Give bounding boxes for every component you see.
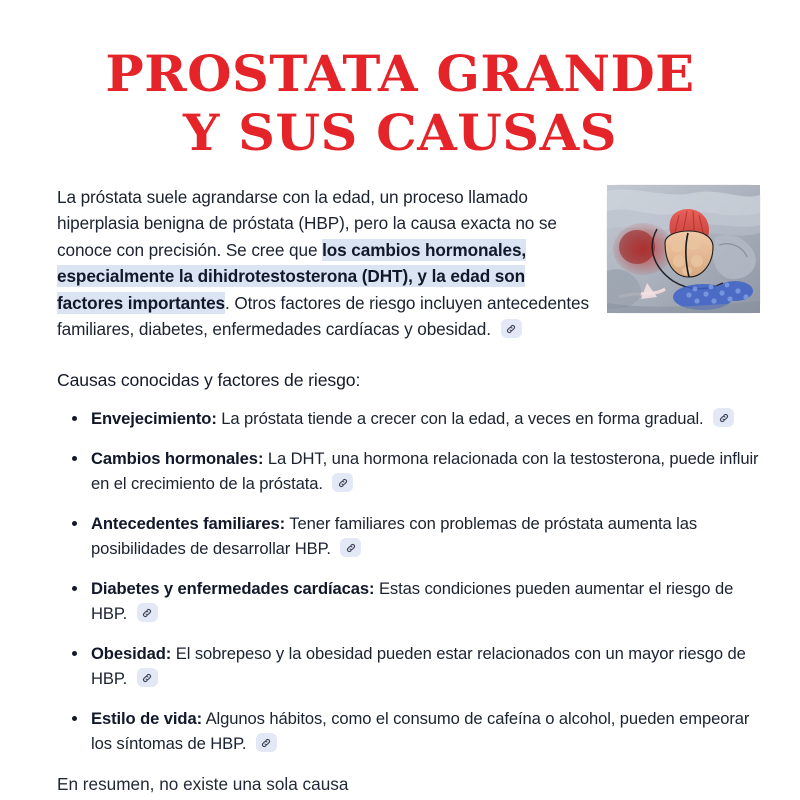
- list-item-term: Antecedentes familiares:: [91, 513, 286, 533]
- clipped-next-paragraph: En resumen, no existe una sola causa: [57, 773, 349, 794]
- intro-text-part-1: La próstata suele agrandarse con la edad, un proceso llamado hiperplasia benigna de próstata (HBP), pero la causa exacta no se conoce con precisión. Se cree que: [57, 187, 557, 260]
- list-item: [72, 706, 760, 757]
- list-item-term: Cambios hormonales:: [91, 448, 264, 468]
- link-icon[interactable]: [137, 603, 158, 622]
- list-item: [72, 576, 760, 627]
- link-icon[interactable]: [340, 538, 361, 557]
- intro-highlighted-text: los cambios hormonales, especialmente la dihidrotestosterona (DHT), y la edad son factores importantes: [57, 239, 527, 313]
- link-icon[interactable]: [713, 408, 734, 427]
- list-item: [72, 511, 760, 562]
- intro-section: [0, 184, 800, 342]
- page-title-line-1: PROSTATA GRANDE: [105, 44, 695, 103]
- causes-list: [0, 406, 800, 757]
- list-item-term: Estilo de vida:: [91, 708, 202, 728]
- link-icon[interactable]: [501, 319, 522, 338]
- list-item-text: La DHT, una hormona relacionada con la testosterona, puede influir en el crecimiento de la próstata.: [91, 448, 759, 494]
- list-item-term: Envejecimiento:: [91, 409, 217, 429]
- page-title: [0, 0, 800, 162]
- list-item-text: Estas condiciones pueden aumentar el riesgo de HBP.: [91, 578, 734, 624]
- link-icon[interactable]: [256, 733, 277, 752]
- list-item-text: La próstata tiende a crecer con la edad, a veces en forma gradual.: [216, 409, 709, 429]
- link-icon[interactable]: [137, 668, 158, 687]
- link-icon[interactable]: [332, 473, 353, 492]
- list-item-text: Tener familiares con problemas de próstata aumenta las posibilidades de desarrollar HBP.: [91, 513, 698, 559]
- list-item-text: Algunos hábitos, como el consumo de cafeína o alcohol, pueden empeorar los síntomas de HBP.: [91, 708, 750, 754]
- list-item: [72, 641, 760, 692]
- prostate-anatomy-illustration: [607, 185, 760, 313]
- intro-text-part-2: . Otros factores de riesgo incluyen antecedentes familiares, diabetes, enfermedades cardíacas y obesidad.: [57, 292, 590, 340]
- list-item: [72, 446, 760, 497]
- section-heading-causes: Causas conocidas y factores de riesgo:: [57, 370, 361, 391]
- list-item-term: Diabetes y enfermedades cardíacas:: [91, 578, 375, 598]
- page-title-line-2: Y SUS CAUSAS: [182, 103, 618, 162]
- list-item: [72, 406, 760, 432]
- list-item-text: El sobrepeso y la obesidad pueden estar relacionados con un mayor riesgo de HBP.: [91, 643, 746, 689]
- list-item-term: Obesidad:: [91, 643, 172, 663]
